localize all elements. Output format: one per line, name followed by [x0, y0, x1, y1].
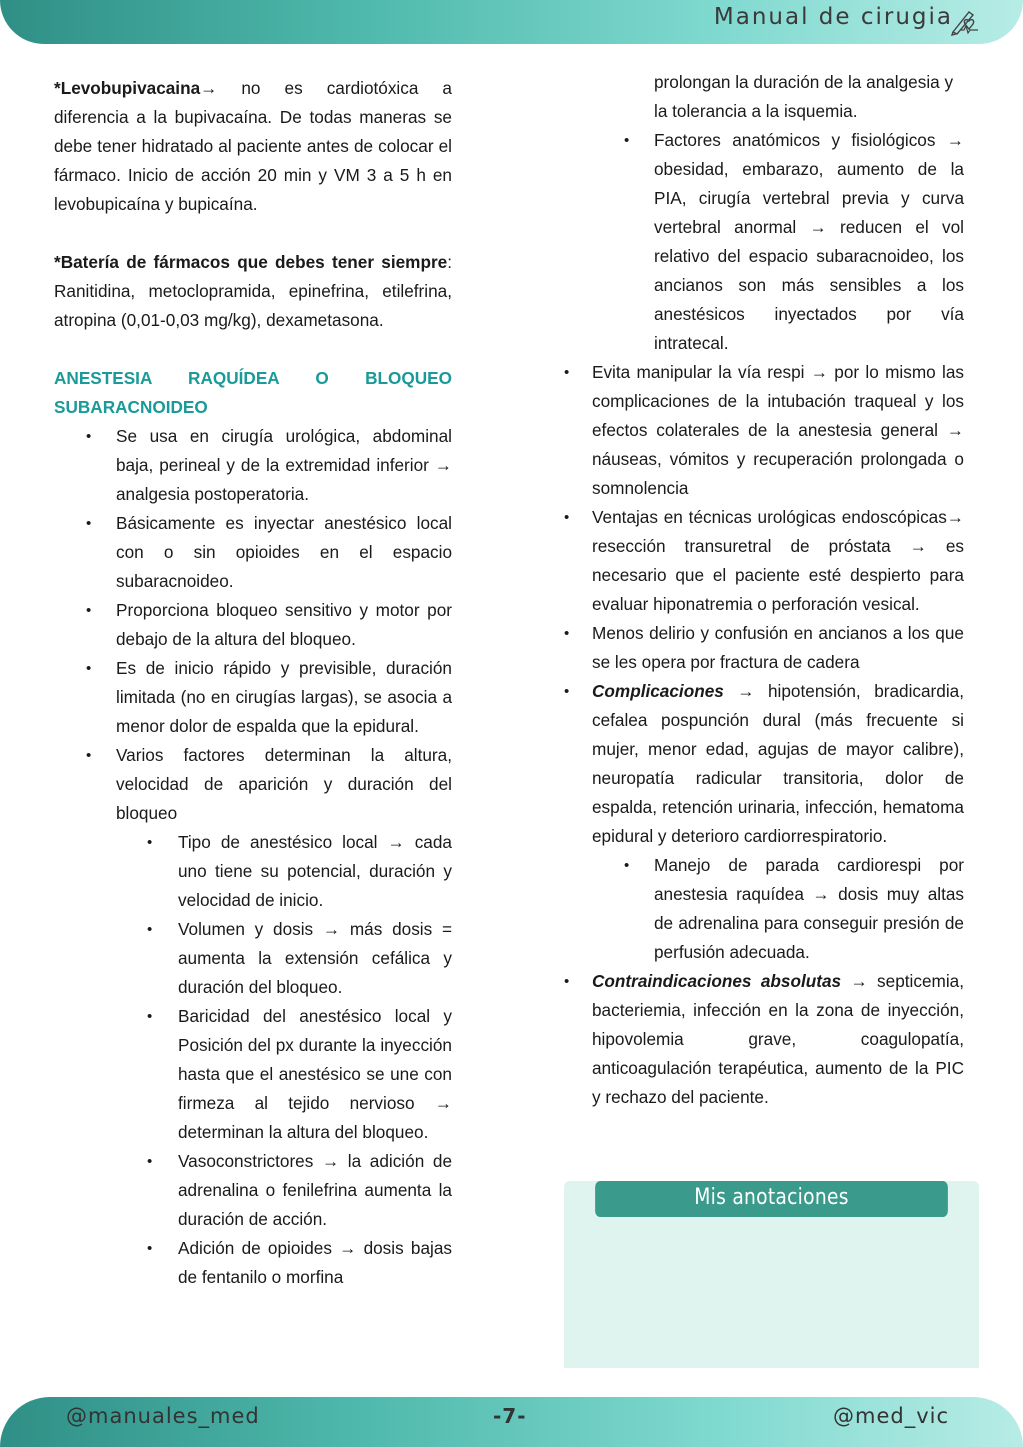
- levobupivacaina-label: *Levobupivacaina→: [54, 78, 218, 98]
- levobupivacaina-text: no es cardiotóxica a diferencia a la bupivacaína. De todas maneras se debe tener hidratado al paciente antes de colocar el fármaco. Inicio de acción 20 min y VM 3 a 5 h en levobupicaína y bupicaína.: [54, 78, 452, 214]
- sub-list-item: • Baricidad del anestésico local y Posición del px durante la inyección hasta que el anestésico se une con firmeza al tejido nervioso → determinan la altura del bloqueo.: [54, 1002, 452, 1147]
- list-item: • Varios factores determinan la altura, velocidad de aparición y duración del bloqueo: [54, 741, 452, 828]
- contraindications-item: [564, 967, 964, 1112]
- list-item: • Ventajas en técnicas urológicas endoscópicas→ resección transuretral de próstata → es necesario que el paciente esté despierto para evaluar hiponatremia o perforación vesical.: [564, 503, 964, 619]
- drug-battery-label: *Batería de fármacos que debes tener siempre: [54, 252, 448, 272]
- notes-title: Mis anotaciones: [595, 1181, 948, 1217]
- list-item: • Es de inicio rápido y previsible, duración limitada (no en cirugías largas), se asocia a menor dolor de espalda que la epidural.: [54, 654, 452, 741]
- footer-handle-right: @med_vic: [832, 1404, 949, 1428]
- list-item: • Se usa en cirugía urológica, abdominal baja, perineal y de la extremidad inferior → analgesia postoperatoria.: [54, 422, 452, 509]
- page-number: -7-: [493, 1404, 527, 1428]
- list-item: • Menos delirio y confusión en ancianos a los que se les opera por fractura de cadera: [564, 619, 964, 677]
- list-item: • Evita manipular la vía respi → por lo mismo las complicaciones de la intubación traqueal y los efectos colaterales de la anestesia general → náuseas, vómitos y recuperación prolongada o somnolencia: [564, 358, 964, 503]
- sub-list-item: • Manejo de parada cardiorespi por anestesia raquídea → dosis muy altas de adrenalina para conseguir presión de perfusión adecuada.: [564, 851, 964, 967]
- drug-battery-paragraph: [54, 248, 452, 335]
- section-heading-line-2: SUBARACNOIDEO: [54, 397, 208, 417]
- footer-handle-left: @manuales_med: [66, 1404, 260, 1428]
- notes-box: [564, 1181, 979, 1368]
- sub-list-item: • Adición de opioides → dosis bajas de fentanilo o morfina: [54, 1234, 452, 1292]
- drug-battery-text: : Ranitidina, metoclopramida, epinefrina, etilefrina, atropina (0,01-0,03 mg/kg), dexametasona.: [54, 252, 452, 330]
- left-column: [54, 74, 452, 1292]
- contraindications-text: → septicemia, bacteriemia, infección en la zona de inyección, hipovolemia grave, coagulopatía, anticoagulación terapéutica, aumento de la PIC y rechazo del paciente.: [592, 971, 964, 1107]
- levobupivacaina-paragraph: [54, 74, 452, 219]
- list-item: • Proporciona bloqueo sensitivo y motor por debajo de la altura del bloqueo.: [54, 596, 452, 654]
- complications-item: [564, 677, 964, 851]
- sub-list-item: • Volumen y dosis → más dosis = aumenta la extensión cefálica y duración del bloqueo.: [54, 915, 452, 1002]
- right-column: [564, 68, 964, 1112]
- complications-label: Complicaciones: [592, 681, 724, 701]
- section-heading: [54, 364, 452, 422]
- section-heading-line-1: ANESTESIA RAQUÍDEA O BLOQUEO: [54, 368, 452, 388]
- sub-list-item: • Factores anatómicos y fisiológicos → obesidad, embarazo, aumento de la PIA, cirugía vertebral previa y curva vertebral anormal → reducen el vol relativo del espacio subaracnoideo, los ancianos son más sensibles a los anestésicos inyectados por vía intratecal.: [564, 126, 964, 358]
- sub-list-item: • Vasoconstrictores → la adición de adrenalina o fenilefrina aumenta la duración de acción.: [54, 1147, 452, 1234]
- contraindications-label: Contraindicaciones absolutas: [592, 971, 842, 991]
- page-header-title: Manual de cirugia: [713, 4, 953, 30]
- complications-text: → hipotensión, bradicardia, cefalea pospunción dural (más frecuente si mujer, menor edad, agujas de mayor calibre), neuropatía radicular transitoria, dolor de espalda, retención urinaria, infección, hematoma epidural y deterioro cardiorrespiratorio.: [592, 681, 964, 846]
- list-item: • Básicamente es inyectar anestésico local con o sin opioides en el espacio subaracnoideo.: [54, 509, 452, 596]
- factor-sub-list: [54, 828, 452, 1292]
- heartbeat-pen-icon: [949, 6, 981, 36]
- continued-text: prolongan la duración de la analgesia y la tolerancia a la isquemia.: [654, 72, 954, 121]
- sub-list-item: • Tipo de anestésico local → cada uno tiene su potencial, duración y velocidad de inicio.: [54, 828, 452, 915]
- right-bullet-list: [564, 68, 964, 1112]
- main-bullet-list: [54, 422, 452, 828]
